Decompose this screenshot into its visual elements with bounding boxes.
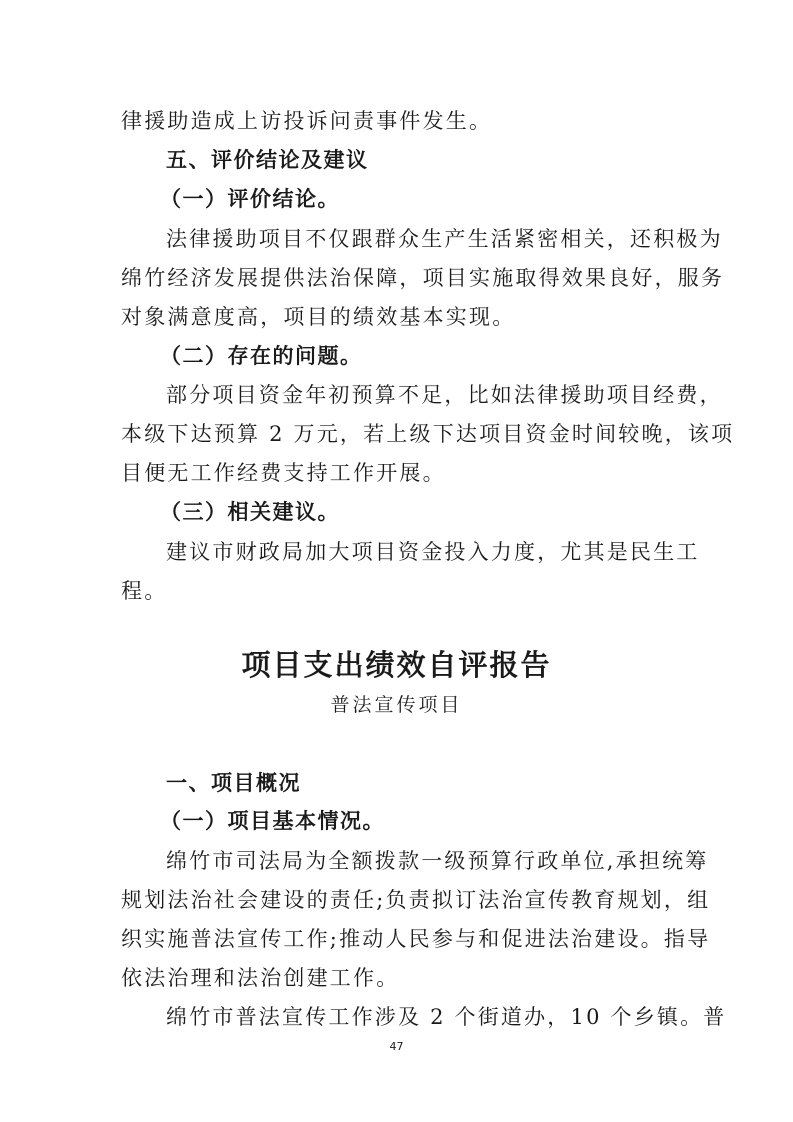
paragraph-line: 目便无工作经费支持工作开展。 bbox=[121, 461, 446, 485]
paragraph-line: 本级下达预算 2 万元，若上级下达项目资金时间较晚，该项 bbox=[121, 422, 735, 446]
paragraph-line: 绵竹市普法宣传工作涉及 2 个街道办，10 个乡镇。普 bbox=[166, 1005, 727, 1029]
subheading-related-suggestions: （三）相关建议。 bbox=[160, 500, 340, 524]
paragraph-line: 法律援助项目不仅跟群众生产生活紧密相关，还积极为 bbox=[166, 227, 723, 251]
paragraph-line: 对象满意度高，项目的绩效基本实现。 bbox=[121, 305, 516, 329]
paragraph-line: 绵竹经济发展提供法治保障，项目实施取得效果良好，服务 bbox=[121, 266, 725, 290]
paragraph-line: 部分项目资金年初预算不足，比如法律援助项目经费， bbox=[166, 383, 723, 407]
report-title: 项目支出绩效自评报告 bbox=[241, 648, 552, 682]
paragraph-line: 规划法治社会建设的责任;负责拟订法治宣传教育规划，组 bbox=[121, 888, 711, 912]
paragraph-line: 依法治理和法治创建工作。 bbox=[121, 966, 400, 990]
paragraph-line: 程。 bbox=[121, 579, 168, 603]
paragraph-line: 织实施普法宣传工作;推动人民参与和促进法治建设。指导 bbox=[121, 927, 711, 951]
section-heading-project-overview: 一、项目概况 bbox=[166, 771, 301, 795]
subheading-evaluation-conclusion: （一）评价结论。 bbox=[160, 187, 340, 211]
subheading-existing-problems: （二）存在的问题。 bbox=[160, 344, 363, 368]
page-number: 47 bbox=[389, 1040, 404, 1053]
report-subtitle: 普法宣传项目 bbox=[330, 694, 463, 716]
paragraph-line: 建议市财政局加大项目资金投入力度，尤其是民生工 bbox=[166, 540, 700, 564]
paragraph-line: 绵竹市司法局为全额拨款一级预算行政单位,承担统筹 bbox=[166, 849, 709, 873]
paragraph-continuation-line: 律援助造成上访投诉问责事件发生。 bbox=[121, 109, 493, 133]
section-heading-evaluation-conclusion: 五、评价结论及建议 bbox=[166, 148, 369, 172]
subheading-project-basic-info: （一）项目基本情况。 bbox=[160, 809, 385, 833]
